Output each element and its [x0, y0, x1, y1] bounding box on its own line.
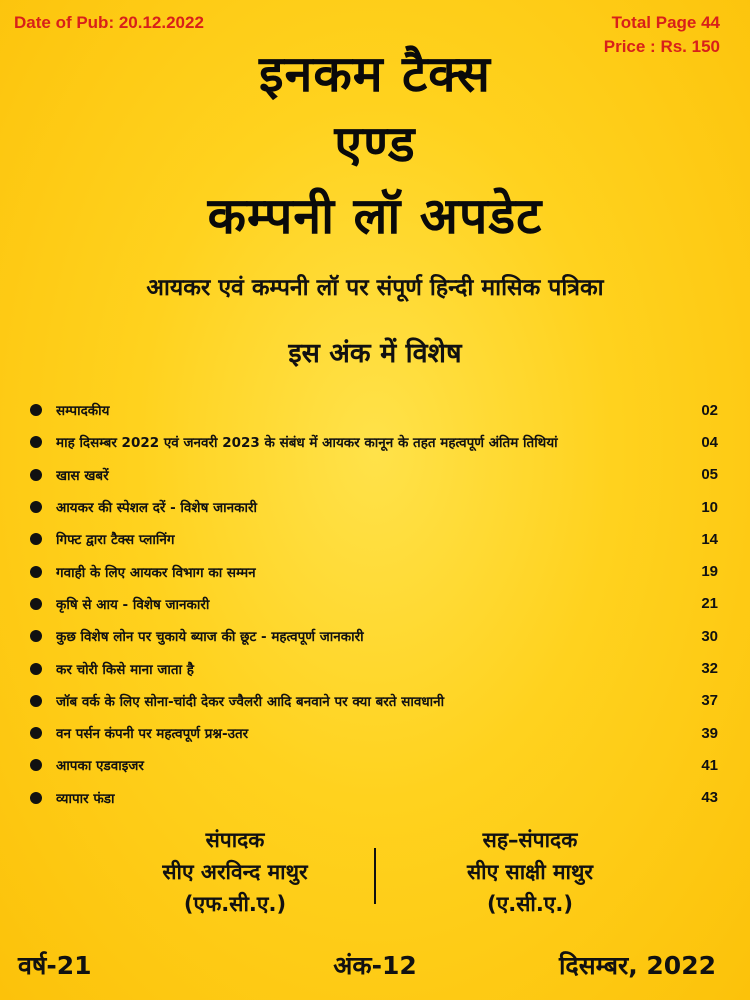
toc-item: [30, 749, 718, 781]
editors-divider: [374, 848, 376, 904]
toc-item-title: व्यापार फंडा: [56, 790, 115, 807]
toc-item-page: 21: [701, 595, 718, 613]
magazine-title-line3: कम्पनी लॉ अपडेट: [207, 187, 543, 245]
bullet-icon: [30, 469, 42, 481]
issue-footer: [0, 944, 750, 988]
toc-item-title: आयकर की स्पेशल दरें - विशेष जानकारी: [56, 500, 257, 517]
price: Price : Rs. 150: [603, 37, 720, 56]
toc-item: [30, 491, 718, 523]
toc-item-title: वन पर्सन कंपनी पर महत्वपूर्ण प्रश्न-उतर: [56, 726, 249, 743]
toc-item-page: 37: [701, 692, 718, 710]
toc-item-page: 04: [701, 433, 718, 451]
toc-item-title: जॉब वर्क के लिए सोना-चांदी देकर ज्वैलरी आदि बनवाने पर क्या बरते सावधानी: [56, 693, 445, 710]
toc-item: [30, 620, 718, 652]
toc-item-page: 02: [701, 401, 718, 419]
co-editor-info: [380, 824, 680, 920]
toc-item: [30, 555, 718, 587]
toc-item: [30, 394, 718, 426]
toc-item-title: खास खबरें: [56, 467, 109, 484]
toc-item-title: गवाही के लिए आयकर विभाग का सम्मन: [56, 564, 256, 581]
toc-item-page: 05: [701, 466, 718, 484]
volume-year: वर्ष-21: [18, 951, 92, 980]
bullet-icon: [30, 566, 42, 578]
bullet-icon: [30, 598, 42, 610]
toc-item: [30, 652, 718, 684]
editor-name: सीए अरविन्द माथुर: [162, 860, 308, 884]
toc-item-page: 10: [701, 498, 718, 516]
toc-item-page: 39: [701, 724, 718, 742]
bullet-icon: [30, 695, 42, 707]
toc-item: [30, 426, 718, 458]
toc-item-page: 19: [701, 563, 718, 581]
toc-item-page: 14: [701, 530, 718, 548]
toc-item-title: आपका एडवाइजर: [56, 758, 144, 775]
editor-info: [85, 824, 385, 920]
toc-item-page: 43: [701, 789, 718, 807]
toc-item-title: गिफ्ट द्वारा टैक्स प्लानिंग: [56, 532, 175, 549]
issue-month: दिसम्बर, 2022: [558, 951, 716, 980]
toc-item-title: माह दिसम्बर 2022 एवं जनवरी 2023 के संबंध में आयकर कानून के तहत महत्वपूर्ण अंतिम तिथियां: [56, 435, 558, 452]
toc-item: [30, 523, 718, 555]
toc-item: [30, 685, 718, 717]
bullet-icon: [30, 436, 42, 448]
special-heading: इस अंक में विशेष: [288, 338, 462, 369]
bullet-icon: [30, 663, 42, 675]
co-editor-name: सीए साक्षी माथुर: [466, 860, 593, 884]
editor-role: संपादक: [205, 828, 265, 852]
bullet-icon: [30, 759, 42, 771]
toc-item-title: कर चोरी किसे माना जाता है: [56, 661, 194, 678]
bullet-icon: [30, 404, 42, 416]
bullet-icon: [30, 533, 42, 545]
toc-item-title: कृषि से आय - विशेष जानकारी: [56, 596, 210, 613]
bullet-icon: [30, 630, 42, 642]
co-editor-role: सह–संपादक: [482, 828, 578, 852]
toc-item-title: कुछ विशेष लोन पर चुकाये ब्याज की छूट - महत्वपूर्ण जानकारी: [56, 629, 364, 646]
magazine-title-line2: एण्ड: [334, 115, 416, 173]
publication-date: Date of Pub: 20.12.2022: [14, 13, 204, 32]
toc-item: [30, 588, 718, 620]
magazine-title-line1: इनकम टैक्स: [259, 45, 491, 103]
bullet-icon: [30, 727, 42, 739]
bullet-icon: [30, 501, 42, 513]
toc-item: [30, 717, 718, 749]
issue-number: अंक-12: [333, 951, 417, 980]
toc-item-page: 41: [701, 756, 718, 774]
editor-qualification: (एफ.सी.ए.): [183, 892, 287, 916]
co-editor-qualification: (ए.सी.ए.): [487, 892, 573, 916]
toc-item-title: सम्पादकीय: [56, 403, 110, 420]
toc-item-page: 30: [701, 627, 718, 645]
toc-item-page: 32: [701, 660, 718, 678]
toc-item: [30, 459, 718, 491]
magazine-subtitle: आयकर एवं कम्पनी लॉ पर संपूर्ण हिन्दी मासिक पत्रिका: [146, 275, 604, 301]
toc-item: [30, 782, 718, 814]
bullet-icon: [30, 792, 42, 804]
editors-block: [0, 824, 750, 934]
table-of-contents: [30, 394, 718, 814]
total-pages: Total Page 44: [611, 13, 720, 32]
